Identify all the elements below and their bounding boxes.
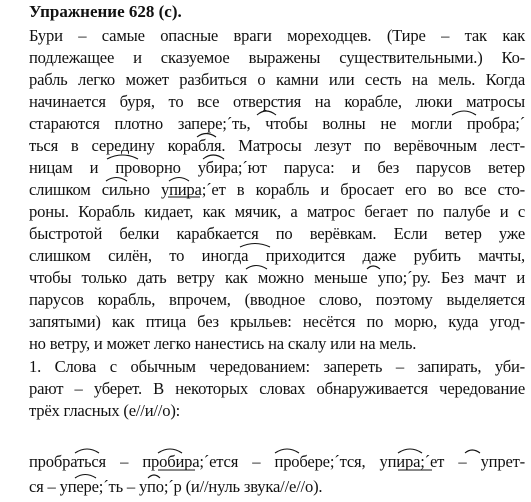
note-line-3: трёх гласных (е//и//о): (29, 401, 181, 420)
exercise-title: Упражнение 628 (с). (29, 2, 182, 21)
text-line-7: ницам и проворно убира;´ют паруса: и без парусов ветер (29, 158, 525, 177)
text-line-5: стараются плотно запере;´ть, чтобы волны не могли пробра;´ (29, 114, 525, 133)
text-line-8: слишком сильно упира;´ет в корабль и бросает его во все сто- (29, 180, 525, 199)
text-line-6: ться в середину корабля. Матросы лезут по верёвочным лест- (29, 136, 525, 155)
text-line-4: начинается буря, то все отверстия на корабле, люки матросы (29, 92, 525, 111)
example-line-1: пробраться – пробира;´ется – пробере;´тся, упира;´ет – упрет- (29, 452, 525, 471)
text-line-12: чтобы только дать ветру как можно меньше упо;´ру. Без мачт и (29, 268, 525, 287)
text-line-11: слишком силён, то иногда приходится даже рубить мачты, (29, 246, 525, 265)
text-line-9: роны. Корабль кидает, как мячик, а матрос бегает по палубе и с (29, 202, 525, 221)
note-line-2: рают – уберет. В некоторых словах обнаруживается чередование (29, 379, 525, 398)
text-line-13: парусов корабль, впрочем, (вводное слово, поэтому выделяется (29, 290, 525, 309)
text-line-2: подлежащее и сказуемое выражены существительными.) Ко- (29, 48, 525, 67)
text-line-14: запятыми) как птица без крыльев: несётся по морю, куда угод- (29, 312, 525, 331)
note-line-1: 1. Слова с обычным чередованием: запереть – запирать, уби- (29, 357, 525, 376)
text-line-15: но ветру, и может легко нанестись на скалу или на мель. (29, 334, 417, 353)
text-line-10: быстротой белки карабкается по верёвкам. Если ветер уже (29, 224, 525, 243)
text-line-3: рабль легко может разбиться о камни или сесть на мель. Когда (29, 70, 525, 89)
example-line-2: ся – упере;´ть – упо;´р (и//нуль звука//е//о). (29, 477, 323, 496)
text-line-1: Бури – самые опасные враги мореходцев. (Тире – так как (29, 26, 525, 45)
